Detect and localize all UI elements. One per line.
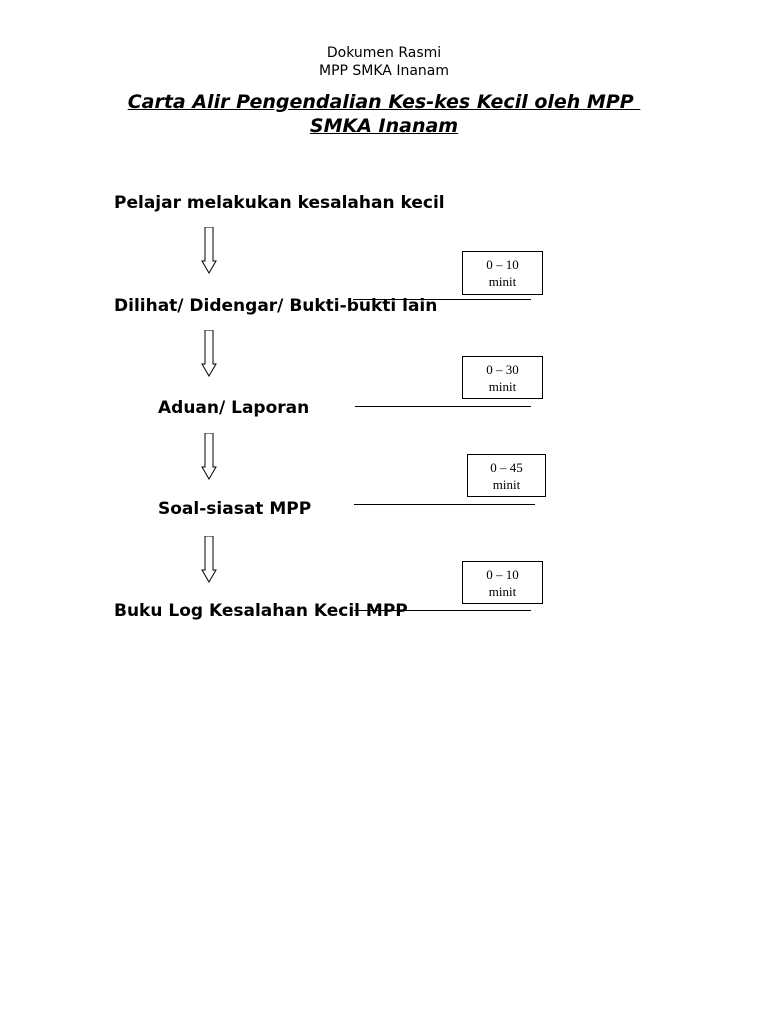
flow-step-3: Aduan/ Laporan (158, 398, 310, 418)
down-arrow-icon (201, 330, 217, 378)
time-box-range: 0 – 10 (486, 257, 519, 272)
flow-step-4: Soal-siasat MPP (158, 499, 312, 519)
time-box-1 (462, 251, 543, 295)
page-title-line-1: Carta Alir Pengendalian Kes-kes Kecil oleh MPP (127, 91, 641, 113)
page-title-line-2: SMKA Inanam (309, 115, 459, 137)
down-arrow-icon (201, 536, 217, 584)
flow-step-1: Pelajar melakukan kesalahan kecil (114, 193, 445, 213)
time-box-2 (462, 356, 543, 399)
time-box-range: 0 – 45 (490, 460, 523, 475)
time-box-unit: minit (488, 584, 517, 599)
flow-step-5: Buku Log Kesalahan Kecil MPP (114, 601, 408, 621)
time-box-4 (462, 561, 543, 604)
time-box-unit: minit (488, 379, 517, 394)
time-box-unit: minit (492, 477, 521, 492)
down-arrow-icon (201, 227, 217, 275)
flow-step-2: Dilihat/ Didengar/ Bukti-bukti lain (114, 296, 438, 316)
document-header-line-2: MPP SMKA Inanam (318, 63, 449, 79)
connector-line-4 (354, 610, 531, 611)
time-box-3 (467, 454, 546, 497)
time-box-range: 0 – 30 (486, 362, 519, 377)
connector-line-1 (353, 299, 531, 300)
connector-line-3 (354, 504, 535, 505)
connector-line-2 (355, 406, 531, 407)
time-box-unit: minit (488, 274, 517, 289)
down-arrow-icon (201, 433, 217, 481)
time-box-range: 0 – 10 (486, 567, 519, 582)
document-header-line-1: Dokumen Rasmi (326, 45, 442, 61)
